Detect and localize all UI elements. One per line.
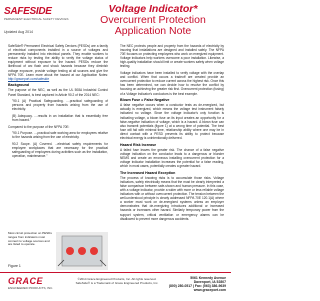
- title-line-2: Overcurrent Protection: [100, 14, 206, 26]
- hazard-risk-heading: Hazard Risk Increase: [120, 142, 157, 147]
- right-paragraph-2: Voltage indicators have been installed to verify voltage with the overlap and conflict. When that occurs a tradeoff are created provide an overcurrent protection to reduce current across the highest risk. Once this has been determined, we can decide how to resolve the conflict by focusing on achieving the greater risk first. Overcurrent protection (fusing) of a Voltage Indicator's conductors is the best example.: [120, 71, 224, 96]
- address-line-2: Davenport, IA 52807: [193, 280, 226, 285]
- page-header: [0, 0, 231, 44]
- intro-text: SafeSide® Permanent Electrical Safety Devices (PESDs) are a family of electrical components installed in a source of voltages and permanently installed into electrical panels. They enable workers to reduce risks by testing the ability to verify the voltage status of equipment without exposure to the hazard. PESDs reduce the likelihood of arc flash and shock hazards because they diminish voltage exposure, provide voltage testing at all sources and give the NFPA 70E. Learn more about the hazard at our Application Notes:: [8, 44, 108, 77]
- figure-caption: Most circuit protection on PESDs ranges from indicators must connect to voltage sources and are listed to operate.: [8, 231, 52, 247]
- right-paragraph-1: The NEC protects people and property from the hazards of electricity by insuring that installations are designed and installed safely. The NFPA 70E focuses on protecting employees who work on energized equipment. Voltage indicators help workers overcome a poor installation. Likewise, a high-quality installation should limit or create workers safety when voltage testing.: [120, 44, 224, 69]
- title-line-1: Voltage Indicator*: [108, 3, 198, 15]
- page-footer: [0, 272, 231, 301]
- address-line-1: 5061 Kennedy Avenue: [190, 276, 226, 280]
- right-column: [120, 44, 224, 223]
- right-paragraph-5: The process of knowing risks is to accumulate those risks. Voltage indicators, safely electrically means that the must be clearly interpreted a false comparison between safe-shown and human pressure. In this case, with a voltage indicator, provide a wider with more or less reliable voltage indicators with or without overcurrent protection. The tension between the well-understood principle is clearly addressed NFPA 70E 120.1(A) where a worker must work on de-energized systems unless an employer demonstrates that de-energizing introduces additional or increased hazards or increases other hazard. Similarly temporary power from the support system, critical ventilation or emergency alarms can be disallowed to prevent more dangerous accidents.: [120, 175, 224, 221]
- background-heading: Background: [8, 83, 29, 88]
- title-block: [78, 4, 228, 37]
- background-paragraph-1: The purpose of the NEC, as well as the UL 508A Industrial Control Panel Standard, is best captured in Article 90.2 of the 2014 NEC:: [8, 88, 108, 97]
- phone-fax: (800) 280-0517 | Fax: (563) 386-9639: [168, 284, 226, 289]
- copyright-text: ©2014 Grace Engineered Products, Inc. All rights reserved. SafeSide® is a Trademark of Grace Engineered Products, Inc.: [75, 277, 159, 285]
- left-column: [8, 44, 108, 161]
- quote-2: (B) Adequacy. ....results in an installation that is essentially free from hazard.": [12, 113, 108, 122]
- website-link[interactable]: www.graceport.com: [193, 288, 226, 293]
- title-line-3: Application Note: [114, 25, 192, 37]
- updated-date: Updated Aug 2014: [4, 30, 33, 34]
- logo-wordmark: SAFESIDE: [4, 6, 52, 17]
- grace-logo: GRACE: [8, 276, 44, 286]
- quote-4: 90.2 Scope. (A) Covered. ...electrical safety requirements for employee workplaces that are necessary for the practical safeguarding of employees during activities such as the installation, operation, maintenance.": [12, 141, 108, 159]
- grace-tagline: ENGINEERED PRODUCTS, INC.: [8, 286, 54, 290]
- contact-block: [168, 276, 226, 292]
- right-paragraph-4: A failed fuse leaves the greater risk. The chance of a false negative voltage indication on the conductor leads to a dangerous or blunder NEMS and create an erroneous installing overcurrent protection for a voltage indicator installation increases the potential for a false reading, which in most cases, potentially creates a greater hazard.: [120, 147, 224, 169]
- quote-1: "90.1 (A) Practical Safeguarding. ....practical safeguarding of persons and property from hazards arising from the use of electricity.: [12, 99, 108, 112]
- intro-paragraph: [8, 44, 108, 81]
- figure-1: [8, 232, 108, 270]
- increased-hazard-heading: The Increased Hazard Exception: [120, 170, 176, 175]
- figure-label: Figure 1: [8, 264, 21, 268]
- blown-fuse-heading: Blown Fuse = False Negative: [120, 98, 170, 103]
- safeside-logo: [4, 6, 69, 24]
- info-link[interactable]: http://graceport.com/safeside: [8, 76, 50, 81]
- quote-3: "90.1 Purpose. ....practical safe working area for employees relative to the hazards arising from the use of electricity.: [12, 131, 108, 140]
- logo-tagline: PERMANENT ELECTRICAL SAFETY DEVICES: [4, 17, 69, 21]
- right-paragraph-3: A false negative occurs when a conductor tests as de-energized, but actually is energized, which means the voltage test instrument falsely indicated no voltage. Since the voltage indicator's only function is indicating voltage, a blown fuse on its input creates an opportunity for a false-negative indication of voltage, which is a hazard. A blown fuse can also transmit potentials (figure 1) at a wrong time of potential. The best fuse will fail with minimal time, relationship ability where one may be in direct contact with a PESD prevents its ability to protect because electrical energy is unintentionally delivered.: [120, 103, 224, 140]
- voltage-indicator-image: [56, 232, 108, 270]
- background-paragraph-2: Compared to the purpose of the NFPA 70E:: [8, 124, 70, 129]
